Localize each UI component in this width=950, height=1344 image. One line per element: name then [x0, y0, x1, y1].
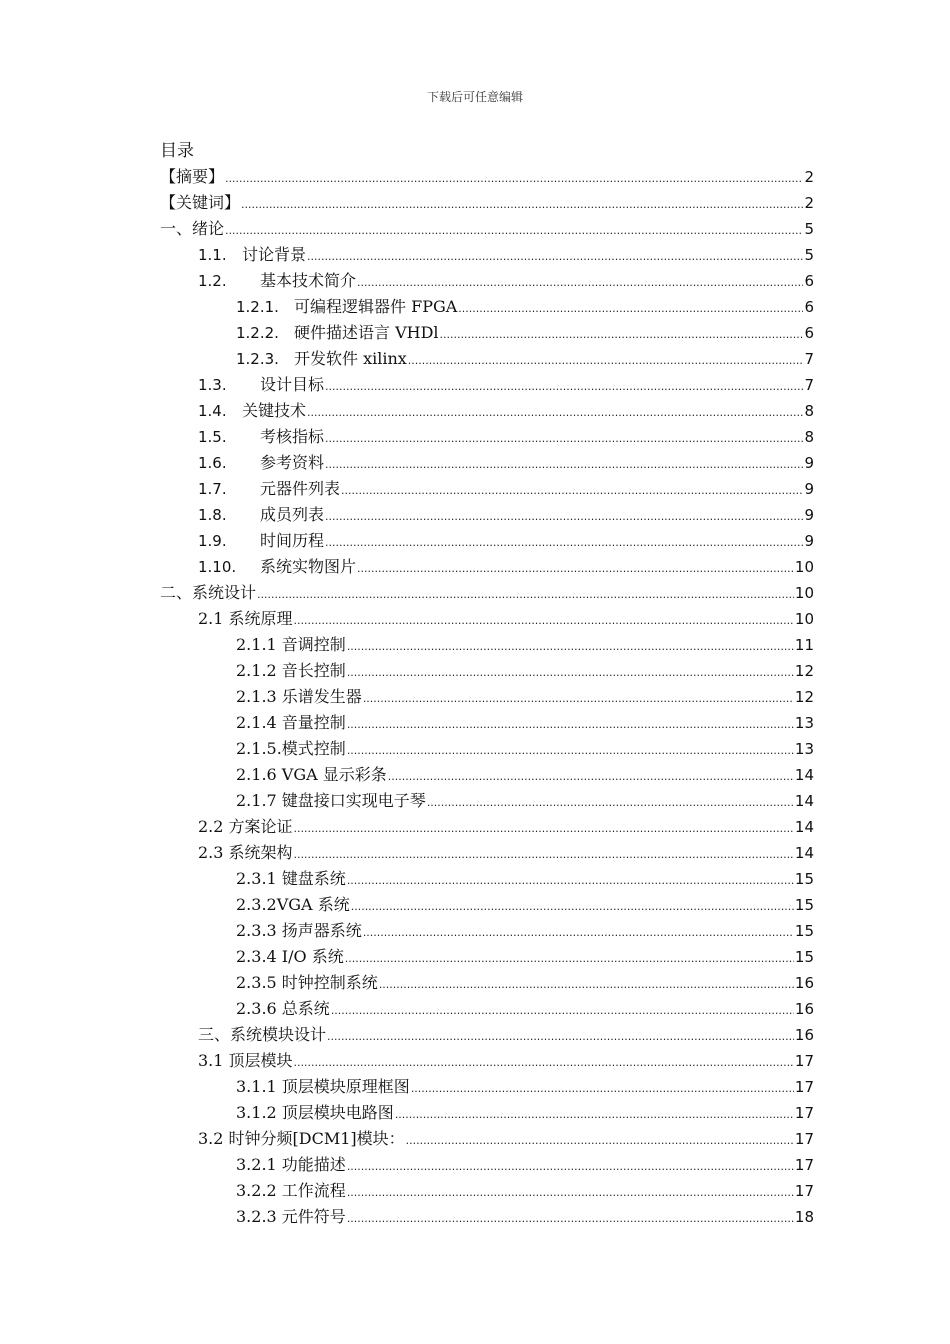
toc-dot-leader	[225, 166, 803, 192]
toc-dot-leader	[357, 556, 794, 582]
toc-entry[interactable]	[160, 892, 814, 918]
toc-entry-title: 3.2.2 工作流程	[236, 1181, 346, 1200]
toc-entry[interactable]	[160, 528, 814, 554]
toc-entry[interactable]	[160, 268, 814, 294]
toc-entry[interactable]	[160, 840, 814, 866]
toc-entry-number: 1.6.	[198, 454, 227, 472]
toc-entry-page: 6	[804, 298, 814, 316]
toc-entry-page: 10	[794, 584, 814, 602]
toc-entry[interactable]	[160, 164, 814, 190]
toc-entry-number: 1.4.	[198, 402, 227, 420]
toc-entry-title: 时间历程	[260, 531, 325, 550]
toc-entry-title: 基本技术简介	[260, 271, 357, 290]
toc-entry-page: 16	[794, 974, 814, 992]
toc-entry[interactable]	[160, 1204, 814, 1230]
toc-entry-page: 18	[794, 1208, 814, 1226]
toc-entry-title: 3.1 顶层模块	[198, 1051, 293, 1070]
toc-entry-title: 系统实物图片	[260, 557, 357, 576]
toc-entry-title: 成员列表	[260, 505, 325, 524]
toc-entry-title: 2.1.6 VGA 显示彩条	[236, 765, 387, 784]
toc-dot-leader	[408, 348, 804, 374]
toc-entry-title: 可编程逻辑器件 FPGA	[294, 297, 458, 316]
toc-entry-title: 2.1 系统原理	[198, 609, 293, 628]
toc-entry[interactable]	[160, 1048, 814, 1074]
toc-entry-title: 设计目标	[260, 375, 325, 394]
toc-entry[interactable]	[160, 1100, 814, 1126]
toc-entry-page: 12	[794, 688, 814, 706]
toc-dot-leader	[341, 478, 803, 504]
toc-entry-title: 3.2 时钟分频[DCM1]模块：	[198, 1129, 405, 1148]
toc-entry[interactable]	[160, 502, 814, 528]
toc-dot-leader	[327, 1024, 794, 1050]
toc-entry-page: 17	[794, 1104, 814, 1122]
toc-dot-leader	[347, 1154, 794, 1180]
toc-entry-title: 3.2.1 功能描述	[236, 1155, 346, 1174]
toc-entry[interactable]	[160, 944, 814, 970]
toc-entry-title: 2.2 方案论证	[198, 817, 293, 836]
toc-entry-page: 15	[794, 870, 814, 888]
toc-dot-leader	[347, 660, 794, 686]
toc-entry-page: 2	[804, 194, 814, 212]
toc-dot-leader	[395, 1102, 794, 1128]
toc-entry-number: 1.8.	[198, 506, 227, 524]
toc-entry-page: 14	[794, 792, 814, 810]
toc-dot-leader	[325, 426, 803, 452]
toc-entry-title: 2.3.6 总系统	[236, 999, 330, 1018]
toc-dot-leader	[241, 192, 803, 218]
toc-entry[interactable]	[160, 1022, 814, 1048]
toc-entry-number: 1.7.	[198, 480, 227, 498]
toc-dot-leader	[347, 1206, 794, 1232]
toc-entry[interactable]	[160, 190, 814, 216]
toc-entry[interactable]	[160, 372, 814, 398]
toc-entry-page: 7	[804, 376, 814, 394]
toc-entry[interactable]	[160, 294, 814, 320]
toc-entry-page: 14	[794, 844, 814, 862]
toc-entry-page: 17	[794, 1052, 814, 1070]
toc-dot-leader	[294, 608, 794, 634]
toc-entry-title: 【摘要】	[160, 167, 225, 186]
toc-entry-page: 9	[804, 506, 814, 524]
toc-dot-leader	[325, 374, 803, 400]
toc-entry[interactable]	[160, 476, 814, 502]
toc-dot-leader	[440, 322, 804, 348]
toc-dot-leader	[347, 1180, 794, 1206]
toc-entry[interactable]	[160, 814, 814, 840]
toc-dot-leader	[379, 972, 794, 998]
toc-entry[interactable]	[160, 970, 814, 996]
toc-dot-leader	[294, 816, 794, 842]
toc-entry[interactable]	[160, 1152, 814, 1178]
toc-entry-page: 9	[804, 480, 814, 498]
table-of-contents	[160, 138, 814, 1230]
toc-dot-leader	[347, 712, 794, 738]
toc-dot-leader	[458, 296, 803, 322]
toc-entry-page: 5	[804, 246, 814, 264]
toc-entry-number: 1.3.	[198, 376, 227, 394]
toc-entry[interactable]	[160, 710, 814, 736]
toc-dot-leader	[347, 868, 794, 894]
toc-entry-title: 2.1.4 音量控制	[236, 713, 346, 732]
toc-dot-leader	[363, 920, 794, 946]
toc-entry-title: 2.1.1 音调控制	[236, 635, 346, 654]
toc-entry[interactable]	[160, 1126, 814, 1152]
toc-entry-page: 9	[804, 532, 814, 550]
toc-entry[interactable]	[160, 918, 814, 944]
toc-entry-title: 2.1.3 乐谱发生器	[236, 687, 362, 706]
toc-entry-page: 6	[804, 272, 814, 290]
toc-entry-title: 2.1.5.模式控制	[236, 739, 346, 758]
toc-entry-page: 17	[794, 1130, 814, 1148]
toc-entry-page: 7	[804, 350, 814, 368]
toc-entry[interactable]	[160, 762, 814, 788]
toc-entry-title: 【关键词】	[160, 193, 241, 212]
toc-dot-leader	[325, 530, 803, 556]
toc-entry[interactable]	[160, 684, 814, 710]
toc-entry-page: 13	[794, 740, 814, 758]
toc-entry-number: 1.10.	[198, 558, 237, 576]
toc-entry-title: 一、绪论	[160, 219, 225, 238]
toc-dot-leader	[363, 686, 794, 712]
toc-entry-number: 1.2.	[198, 272, 227, 290]
toc-dot-leader	[294, 1050, 794, 1076]
toc-entry-title: 2.3.3 扬声器系统	[236, 921, 362, 940]
toc-dot-leader	[351, 894, 794, 920]
toc-entry-title: 参考资料	[260, 453, 325, 472]
toc-entry[interactable]	[160, 554, 814, 580]
toc-dot-leader	[406, 1128, 794, 1154]
toc-entry-title: 2.3 系统架构	[198, 843, 293, 862]
toc-entry[interactable]	[160, 398, 814, 424]
toc-entry-title: 元器件列表	[260, 479, 341, 498]
toc-entry-page: 10	[794, 558, 814, 576]
toc-entry-title: 三、系统模块设计	[198, 1025, 327, 1044]
toc-entry-page: 17	[794, 1182, 814, 1200]
toc-entry-page: 12	[794, 662, 814, 680]
toc-entry-page: 6	[804, 324, 814, 342]
toc-dot-leader	[294, 842, 794, 868]
toc-entry[interactable]	[160, 242, 814, 268]
toc-entry-page: 8	[804, 428, 814, 446]
toc-entry-page: 8	[804, 402, 814, 420]
toc-dot-leader	[325, 504, 803, 530]
page-header: 下载后可任意编辑	[426, 90, 523, 104]
toc-entry-number: 1.2.3.	[236, 350, 279, 368]
toc-entry-page: 9	[804, 454, 814, 472]
toc-dot-leader	[307, 400, 803, 426]
toc-entry[interactable]	[160, 658, 814, 684]
toc-entry-page: 15	[794, 922, 814, 940]
toc-entry[interactable]	[160, 788, 814, 814]
toc-entry-title: 2.3.1 键盘系统	[236, 869, 346, 888]
toc-dot-leader	[225, 218, 803, 244]
toc-entry-page: 2	[804, 168, 814, 186]
toc-entry[interactable]	[160, 424, 814, 450]
toc-dot-leader	[388, 764, 794, 790]
toc-dot-leader	[325, 452, 803, 478]
toc-entry[interactable]	[160, 606, 814, 632]
toc-entry[interactable]	[160, 216, 814, 242]
toc-entry-number: 1.9.	[198, 532, 227, 550]
toc-dot-leader	[345, 946, 794, 972]
toc-title: 目录	[160, 141, 194, 161]
toc-entry-title: 关键技术	[242, 401, 307, 420]
toc-entry[interactable]	[160, 346, 814, 372]
toc-entry-page: 17	[794, 1156, 814, 1174]
toc-entry-title: 二、系统设计	[160, 583, 257, 602]
toc-entry[interactable]	[160, 1074, 814, 1100]
toc-dot-leader	[307, 244, 803, 270]
toc-entry-page: 17	[794, 1078, 814, 1096]
toc-entry-title: 3.1.2 顶层模块电路图	[236, 1103, 394, 1122]
toc-entry[interactable]	[160, 580, 814, 606]
toc-dot-leader	[411, 1076, 794, 1102]
toc-entry-page: 11	[794, 636, 814, 654]
toc-entry-page: 16	[794, 1026, 814, 1044]
toc-dot-leader	[347, 738, 794, 764]
toc-entry-page: 16	[794, 1000, 814, 1018]
toc-entry[interactable]	[160, 996, 814, 1022]
toc-entry-title: 开发软件 xilinx	[294, 349, 407, 368]
toc-entry-title: 3.2.3 元件符号	[236, 1207, 346, 1226]
toc-entry-title: 2.3.2VGA 系统	[236, 895, 350, 914]
toc-entry-page: 14	[794, 766, 814, 784]
toc-entry-title: 2.3.4 I/O 系统	[236, 947, 344, 966]
toc-entry-page: 13	[794, 714, 814, 732]
toc-entry-page: 10	[794, 610, 814, 628]
toc-entry-title: 讨论背景	[242, 245, 307, 264]
toc-dot-leader	[347, 634, 794, 660]
toc-dot-leader	[427, 790, 794, 816]
toc-entry[interactable]	[160, 632, 814, 658]
toc-entry-number: 1.5.	[198, 428, 227, 446]
toc-entry-page: 5	[804, 220, 814, 238]
toc-entry[interactable]	[160, 1178, 814, 1204]
toc-dot-leader	[331, 998, 794, 1024]
toc-entry-title: 硬件描述语言 VHDl	[294, 323, 439, 342]
toc-entry[interactable]	[160, 450, 814, 476]
toc-entry[interactable]	[160, 320, 814, 346]
toc-entry-number: 1.2.1.	[236, 298, 279, 316]
toc-dot-leader	[357, 270, 803, 296]
toc-entry-title: 2.3.5 时钟控制系统	[236, 973, 378, 992]
toc-entry-title: 2.1.7 键盘接口实现电子琴	[236, 791, 426, 810]
toc-entry-title: 2.1.2 音长控制	[236, 661, 346, 680]
toc-entry-title: 考核指标	[260, 427, 325, 446]
toc-entry-number: 1.1.	[198, 246, 227, 264]
toc-entry[interactable]	[160, 866, 814, 892]
toc-list	[160, 164, 814, 1230]
toc-entry-number: 1.2.2.	[236, 324, 279, 342]
toc-entry-title: 3.1.1 顶层模块原理框图	[236, 1077, 410, 1096]
toc-dot-leader	[257, 582, 794, 608]
toc-entry-page: 15	[794, 948, 814, 966]
toc-entry-page: 14	[794, 818, 814, 836]
toc-entry-page: 15	[794, 896, 814, 914]
toc-entry[interactable]	[160, 736, 814, 762]
